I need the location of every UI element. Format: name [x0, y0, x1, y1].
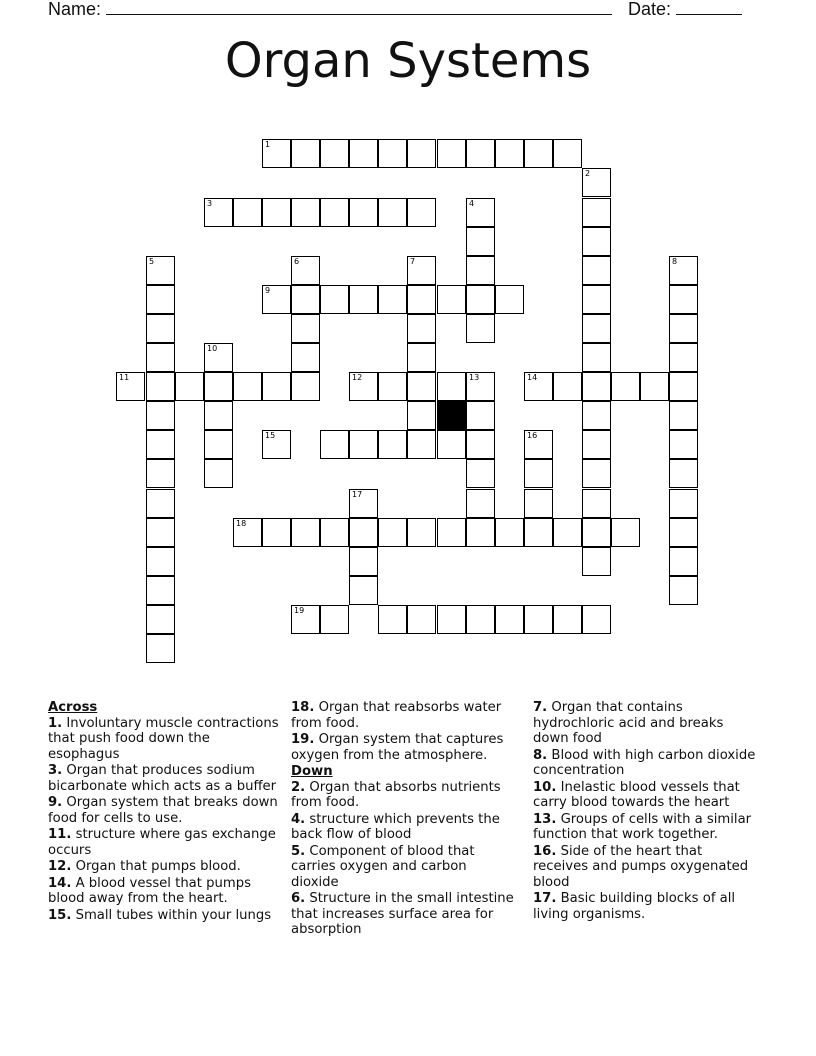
grid-cell[interactable]	[146, 576, 175, 605]
grid-cell[interactable]	[407, 430, 436, 459]
grid-cell[interactable]	[669, 459, 698, 488]
grid-cell[interactable]	[320, 198, 349, 227]
grid-cell[interactable]	[233, 372, 262, 401]
grid-cell[interactable]	[669, 576, 698, 605]
clue-across-12: 12. Organ that pumps blood.	[48, 859, 241, 874]
grid-cell[interactable]	[669, 285, 698, 314]
clue-number: 5	[149, 257, 155, 266]
grid-cell[interactable]	[204, 343, 233, 372]
grid-cell[interactable]	[291, 372, 320, 401]
grid-cell[interactable]	[466, 256, 495, 285]
clue-across-11: 11. structure where gas exchange occurs	[48, 827, 276, 858]
grid-cell[interactable]	[233, 198, 262, 227]
grid-cell[interactable]	[407, 518, 436, 547]
grid-cell[interactable]	[495, 285, 524, 314]
clue-number: 10	[207, 344, 218, 353]
grid-cell[interactable]	[466, 139, 495, 168]
grid-cell[interactable]	[466, 372, 495, 401]
grid-cell[interactable]	[146, 489, 175, 518]
grid-cell[interactable]	[437, 372, 466, 401]
grid-cell[interactable]	[262, 198, 291, 227]
grid-cell[interactable]	[669, 372, 698, 401]
clue-across-1: 1. Involuntary muscle contractions that push food down the esophagus	[48, 715, 279, 762]
clue-across-19: 19. Organ system that captures oxygen from the atmosphere.	[291, 732, 504, 763]
clue-number: 9	[265, 286, 271, 295]
grid-cell[interactable]	[495, 518, 524, 547]
grid-cell[interactable]	[611, 372, 640, 401]
clue-down-2: 2. Organ that absorbs nutrients from food.	[291, 779, 501, 810]
grid-cell[interactable]	[582, 285, 611, 314]
grid-cell[interactable]	[524, 459, 553, 488]
grid-cell[interactable]	[495, 139, 524, 168]
black-cell	[437, 401, 466, 430]
grid-cell[interactable]	[466, 605, 495, 634]
grid-cell[interactable]	[204, 430, 233, 459]
clue-across-14: 14. A blood vessel that pumps blood away from the heart.	[48, 875, 251, 906]
clue-number: 3	[207, 199, 213, 208]
grid-cell[interactable]	[582, 198, 611, 227]
grid-cell[interactable]	[378, 605, 407, 634]
grid-cell[interactable]	[320, 605, 349, 634]
grid-cell[interactable]	[204, 198, 233, 227]
grid-cell[interactable]	[466, 314, 495, 343]
grid-cell[interactable]	[262, 430, 291, 459]
grid-cell[interactable]	[611, 518, 640, 547]
clues-column-2	[291, 700, 517, 939]
grid-cell[interactable]	[466, 401, 495, 430]
grid-cell[interactable]	[524, 139, 553, 168]
page-title: Organ Systems	[224, 33, 592, 89]
grid-cell[interactable]	[582, 256, 611, 285]
grid-cell[interactable]	[437, 430, 466, 459]
grid-cell[interactable]	[204, 459, 233, 488]
grid-cell[interactable]	[669, 547, 698, 576]
grid-cell[interactable]	[349, 489, 378, 518]
grid-cell[interactable]	[640, 372, 669, 401]
grid-cell[interactable]	[582, 343, 611, 372]
clue-across-15: 15. Small tubes within your lungs	[48, 907, 272, 923]
grid-cell[interactable]	[407, 285, 436, 314]
grid-cell[interactable]	[146, 314, 175, 343]
grid-cell[interactable]	[349, 547, 378, 576]
clue-down-8: 8. Blood with high carbon dioxide concentration	[533, 747, 756, 778]
clues-column-1	[48, 700, 282, 924]
grid-cell[interactable]	[669, 314, 698, 343]
clue-across-3: 3. Organ that produces sodium bicarbonate which acts as a buffer	[48, 763, 277, 794]
grid-cell[interactable]	[407, 343, 436, 372]
clue-number: 16	[527, 431, 538, 440]
grid-cell[interactable]	[466, 198, 495, 227]
grid-cell[interactable]	[291, 314, 320, 343]
grid-cell[interactable]	[407, 605, 436, 634]
grid-cell[interactable]	[524, 372, 553, 401]
clue-number: 13	[469, 373, 480, 382]
grid-cell[interactable]	[437, 518, 466, 547]
grid-cell[interactable]	[291, 605, 320, 634]
grid-cell[interactable]	[146, 256, 175, 285]
clue-down-13: 13. Groups of cells with a similar function that work together.	[533, 811, 752, 842]
grid-cell[interactable]	[204, 401, 233, 430]
clue-number: 12	[352, 373, 363, 382]
grid-cell[interactable]	[582, 459, 611, 488]
grid-cell[interactable]	[407, 139, 436, 168]
clue-down-16: 16. Side of the heart that receives and pumps oxygenated blood	[533, 843, 749, 890]
clue-number: 4	[469, 199, 475, 208]
grid-cell[interactable]	[349, 576, 378, 605]
clue-number: 1	[265, 140, 271, 149]
grid-cell[interactable]	[407, 198, 436, 227]
grid-cell[interactable]	[146, 372, 175, 401]
grid-cell[interactable]	[116, 372, 145, 401]
grid-cell[interactable]	[524, 518, 553, 547]
clue-number: 17	[352, 490, 363, 499]
grid-cell[interactable]	[146, 343, 175, 372]
grid-cell[interactable]	[669, 256, 698, 285]
grid-cell[interactable]	[349, 198, 378, 227]
grid-cell[interactable]	[320, 139, 349, 168]
grid-cell[interactable]	[291, 343, 320, 372]
grid-cell[interactable]	[669, 518, 698, 547]
clue-number: 2	[585, 169, 591, 178]
grid-cell[interactable]	[233, 518, 262, 547]
grid-cell[interactable]	[146, 285, 175, 314]
grid-cell[interactable]	[320, 518, 349, 547]
grid-cell[interactable]	[262, 285, 291, 314]
grid-cell[interactable]	[407, 256, 436, 285]
grid-cell[interactable]	[582, 227, 611, 256]
grid-cell[interactable]	[582, 489, 611, 518]
clue-down-5: 5. Component of blood that carries oxygen and carbon dioxide	[291, 843, 475, 890]
grid-cell[interactable]	[349, 372, 378, 401]
grid-cell[interactable]	[669, 489, 698, 518]
clue-down-4: 4. structure which prevents the back flow of blood	[291, 811, 500, 842]
clue-number: 7	[410, 257, 416, 266]
grid-cell[interactable]	[291, 518, 320, 547]
clue-number: 11	[119, 373, 130, 382]
grid-cell[interactable]	[378, 198, 407, 227]
grid-cell[interactable]	[320, 285, 349, 314]
grid-cell[interactable]	[407, 401, 436, 430]
down-heading: Down	[291, 764, 333, 779]
grid-cell[interactable]	[669, 343, 698, 372]
clue-number: 19	[294, 606, 305, 615]
grid-cell[interactable]	[378, 430, 407, 459]
grid-cell[interactable]	[466, 430, 495, 459]
grid-cell[interactable]	[262, 139, 291, 168]
clue-number: 14	[527, 373, 538, 382]
name-label: Name:	[48, 0, 102, 19]
date-label: Date:	[628, 0, 672, 19]
clue-down-7: 7. Organ that contains hydrochloric acid and breaks down food	[533, 700, 724, 746]
clue-number: 6	[294, 257, 300, 266]
clue-number: 18	[236, 519, 247, 528]
grid-cell[interactable]	[146, 401, 175, 430]
grid-cell[interactable]	[553, 605, 582, 634]
grid-cell[interactable]	[582, 547, 611, 576]
grid-cell[interactable]	[378, 139, 407, 168]
grid-cell[interactable]	[553, 518, 582, 547]
grid-cell[interactable]	[582, 605, 611, 634]
grid-cell[interactable]	[466, 459, 495, 488]
grid-cell[interactable]	[437, 605, 466, 634]
clue-down-6: 6. Structure in the small intestine that increases surface area for absorption	[291, 891, 514, 937]
clues-column-3	[533, 700, 759, 923]
grid-cell[interactable]	[437, 139, 466, 168]
grid-cell[interactable]	[582, 314, 611, 343]
grid-cell[interactable]	[146, 459, 175, 488]
grid-cell[interactable]	[262, 372, 291, 401]
grid-cell[interactable]	[291, 256, 320, 285]
grid-cell[interactable]	[553, 139, 582, 168]
grid-cell[interactable]	[349, 285, 378, 314]
across-heading: Across	[48, 700, 98, 715]
clue-down-10: 10. Inelastic blood vessels that carry blood towards the heart	[533, 779, 740, 810]
grid-cell[interactable]	[146, 518, 175, 547]
grid-cell[interactable]	[582, 372, 611, 401]
grid-cell[interactable]	[291, 139, 320, 168]
grid-cell[interactable]	[146, 430, 175, 459]
grid-cell[interactable]	[524, 430, 553, 459]
grid-cell[interactable]	[495, 605, 524, 634]
grid-cell[interactable]	[378, 518, 407, 547]
grid-cell[interactable]	[349, 518, 378, 547]
grid-cell[interactable]	[320, 430, 349, 459]
grid-cell[interactable]	[349, 139, 378, 168]
grid-cell[interactable]	[582, 401, 611, 430]
grid-cell[interactable]	[669, 401, 698, 430]
clue-across-9: 9. Organ system that breaks down food for cells to use.	[48, 795, 278, 826]
grid-cell[interactable]	[669, 430, 698, 459]
clue-across-18: 18. Organ that reabsorbs water from food.	[291, 700, 502, 731]
grid-cell[interactable]	[466, 285, 495, 314]
grid-cell[interactable]	[466, 489, 495, 518]
grid-cell[interactable]	[146, 634, 175, 663]
grid-cell[interactable]	[291, 198, 320, 227]
grid-cell[interactable]	[466, 518, 495, 547]
clue-number: 15	[265, 431, 276, 440]
grid-cell[interactable]	[146, 605, 175, 634]
grid-cell[interactable]	[582, 430, 611, 459]
grid-cell[interactable]	[262, 518, 291, 547]
grid-cell[interactable]	[582, 168, 611, 197]
grid-cell[interactable]	[407, 372, 436, 401]
grid-cell[interactable]	[553, 372, 582, 401]
grid-cell[interactable]	[349, 430, 378, 459]
grid-cell[interactable]	[146, 547, 175, 576]
grid-cell[interactable]	[378, 372, 407, 401]
grid-cell[interactable]	[466, 227, 495, 256]
grid-cell[interactable]	[175, 372, 204, 401]
grid-cell[interactable]	[437, 285, 466, 314]
grid-cell[interactable]	[378, 285, 407, 314]
grid-cell[interactable]	[524, 489, 553, 518]
grid-cell[interactable]	[582, 518, 611, 547]
grid-cell[interactable]	[291, 285, 320, 314]
grid-cell[interactable]	[524, 605, 553, 634]
grid-cell[interactable]	[204, 372, 233, 401]
clue-number: 8	[672, 257, 678, 266]
grid-cell[interactable]	[407, 314, 436, 343]
clue-down-17: 17. Basic building blocks of all living organisms.	[533, 891, 736, 922]
